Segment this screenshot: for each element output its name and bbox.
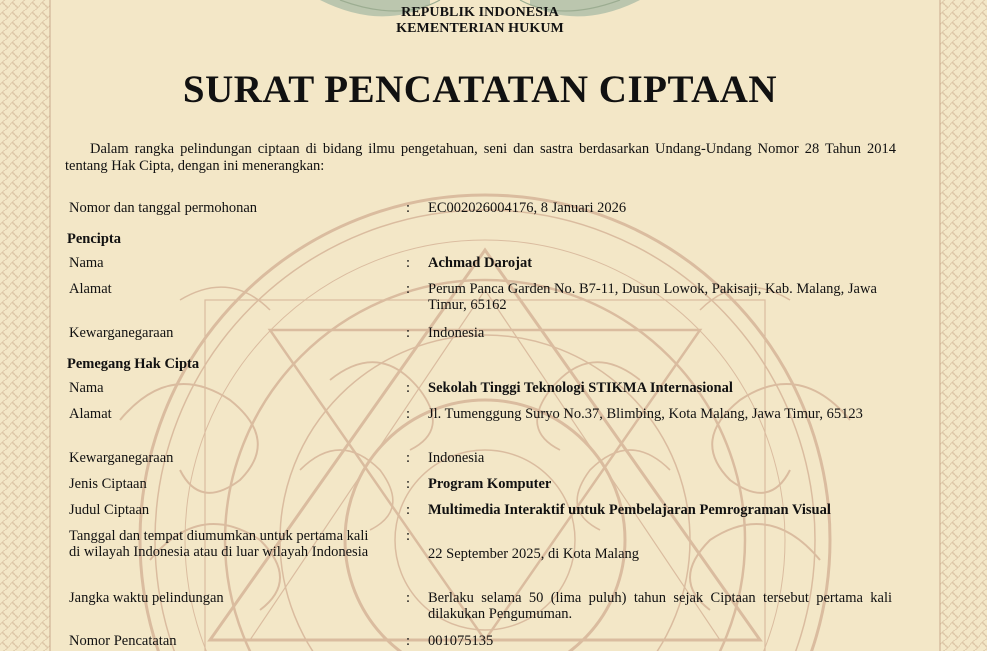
intro-paragraph: Dalam rangka pelindungan ciptaan di bidang ilmu pengetahuan, seni dan sastra berdasarkan Undang-Undang Nomor 28 Tahun 2014 tentang Hak Cipta, dengan ini menerangkan: (65, 141, 896, 174)
colon: : (406, 380, 411, 396)
label-jenis-ciptaan: Jenis Ciptaan (69, 476, 147, 492)
value-jangka-waktu: Berlaku selama 50 (lima puluh) tahun sejak Ciptaan tersebut pertama kali dilakukan Pengumuman. (428, 590, 892, 622)
label-pemegang-kewarganegaraan: Kewarganegaraan (69, 450, 174, 466)
label-nomor-permohonan: Nomor dan tanggal permohonan (69, 200, 258, 216)
value-pencipta-kewarganegaraan: Indonesia (428, 325, 485, 341)
colon: : (406, 281, 411, 297)
label-nomor-pencatatan: Nomor Pencatatan (69, 633, 177, 649)
value-jenis-ciptaan: Program Komputer (428, 476, 552, 492)
value-pencipta-alamat: Perum Panca Garden No. B7-11, Dusun Lowok, Pakisaji, Kab. Malang, Jawa Timur, 65162 (428, 281, 877, 313)
value-nomor-permohonan: EC002026004176, 8 Januari 2026 (428, 200, 627, 216)
value-tanggal-diumumkan: 22 September 2025, di Kota Malang (428, 546, 640, 562)
section-pencipta: Pencipta (67, 231, 121, 247)
colon: : (406, 476, 411, 492)
label-tanggal-diumumkan: Tanggal dan tempat diumumkan untuk pertama kali di wilayah Indonesia atau di luar wilayah Indonesia (69, 528, 369, 560)
document-title: SURAT PENCATATAN CIPTAAN (182, 68, 778, 111)
label-pencipta-alamat: Alamat (69, 281, 112, 297)
value-pemegang-nama: Sekolah Tinggi Teknologi STIKMA Internasional (428, 380, 733, 396)
label-pemegang-alamat: Alamat (69, 406, 112, 422)
value-pemegang-kewarganegaraan: Indonesia (428, 450, 485, 466)
label-pencipta-kewarganegaraan: Kewarganegaraan (69, 325, 174, 341)
colon: : (406, 406, 411, 422)
colon: : (406, 528, 411, 544)
value-pencipta-nama: Achmad Darojat (428, 255, 533, 271)
section-pemegang-hak-cipta: Pemegang Hak Cipta (67, 356, 200, 372)
colon: : (406, 200, 411, 216)
header-kementerian: KEMENTERIAN HUKUM (396, 21, 564, 36)
colon: : (406, 502, 411, 518)
value-pemegang-alamat: Jl. Tumenggung Suryo No.37, Blimbing, Kota Malang, Jawa Timur, 65123 (428, 406, 863, 422)
colon: : (406, 450, 411, 466)
label-jangka-waktu: Jangka waktu pelindungan (69, 590, 224, 606)
colon: : (406, 633, 411, 649)
colon: : (406, 325, 411, 341)
label-pemegang-nama: Nama (69, 380, 104, 396)
header-republik: REPUBLIK INDONESIA (401, 5, 559, 20)
value-nomor-pencatatan: 001075135 (428, 633, 494, 649)
label-pencipta-nama: Nama (69, 255, 104, 271)
label-judul-ciptaan: Judul Ciptaan (69, 502, 150, 518)
value-judul-ciptaan: Multimedia Interaktif untuk Pembelajaran Pemrograman Visual (428, 502, 831, 518)
colon: : (406, 255, 411, 271)
colon: : (406, 590, 411, 606)
